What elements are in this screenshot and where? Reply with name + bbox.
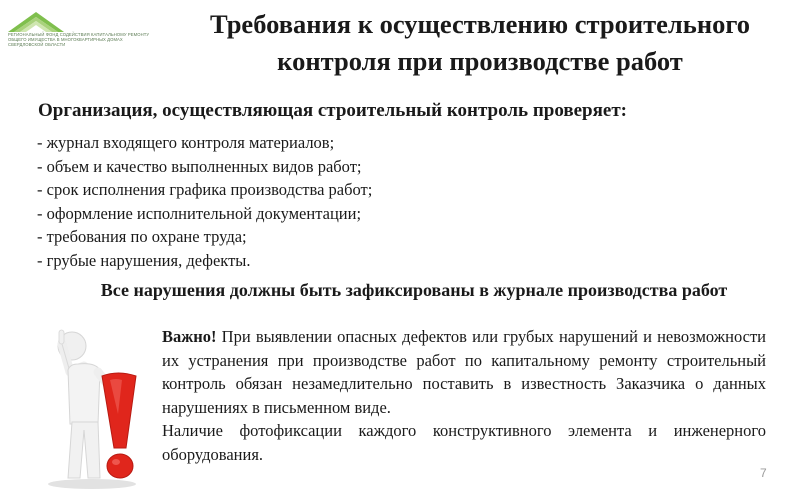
- list-item: - требования по охране труда;: [37, 227, 247, 246]
- person-with-exclamation-icon: [40, 314, 150, 490]
- list-item: - объем и качество выполненных видов работ;: [37, 156, 362, 176]
- important-label: Важно!: [162, 327, 217, 346]
- section-subtitle: Организация, осуществляющая строительный контроль проверяет:: [38, 100, 627, 121]
- page-title: Требования к осуществлению строительного контроля при производстве работ: [210, 9, 750, 76]
- checklist: [37, 131, 372, 272]
- green-roof-icon: [6, 6, 66, 34]
- list-item: - журнал входящего контроля материалов;: [37, 133, 335, 152]
- page-number: 7: [760, 466, 767, 480]
- note-heading: Все нарушения должны быть зафиксированы в журнале производства работ: [100, 280, 728, 300]
- logo-text: РЕГИОНАЛЬНЫЙ ФОНД СОДЕЙСТВИЯ КАПИТАЛЬНОМУ РЕМОНТУ ОБЩЕГО ИМУЩЕСТВА В МНОГОКВАРТИРНЫХ ДОМАХ СВЕРДЛОВСКОЙ ОБЛАСТИ: [8, 32, 150, 47]
- list-item: - грубые нарушения, дефекты.: [37, 250, 251, 270]
- important-paragraph: [162, 325, 766, 419]
- list-item: - оформление исполнительной документации;: [37, 203, 362, 223]
- list-item: - срок исполнения графика производства работ;: [37, 180, 373, 199]
- logo: [6, 6, 156, 46]
- important-note: [162, 325, 766, 466]
- photo-note: Наличие фотофиксации каждого конструктивного элемента и инженерного оборудования.: [162, 421, 766, 464]
- important-text: При выявлении опасных дефектов или грубых нарушений и невозможности их устранения при производстве работ по капитальному ремонту строительный контроль обязан незамедлительно поставить в известность Заказчика о данных нарушениях в письменном виде.: [162, 327, 766, 417]
